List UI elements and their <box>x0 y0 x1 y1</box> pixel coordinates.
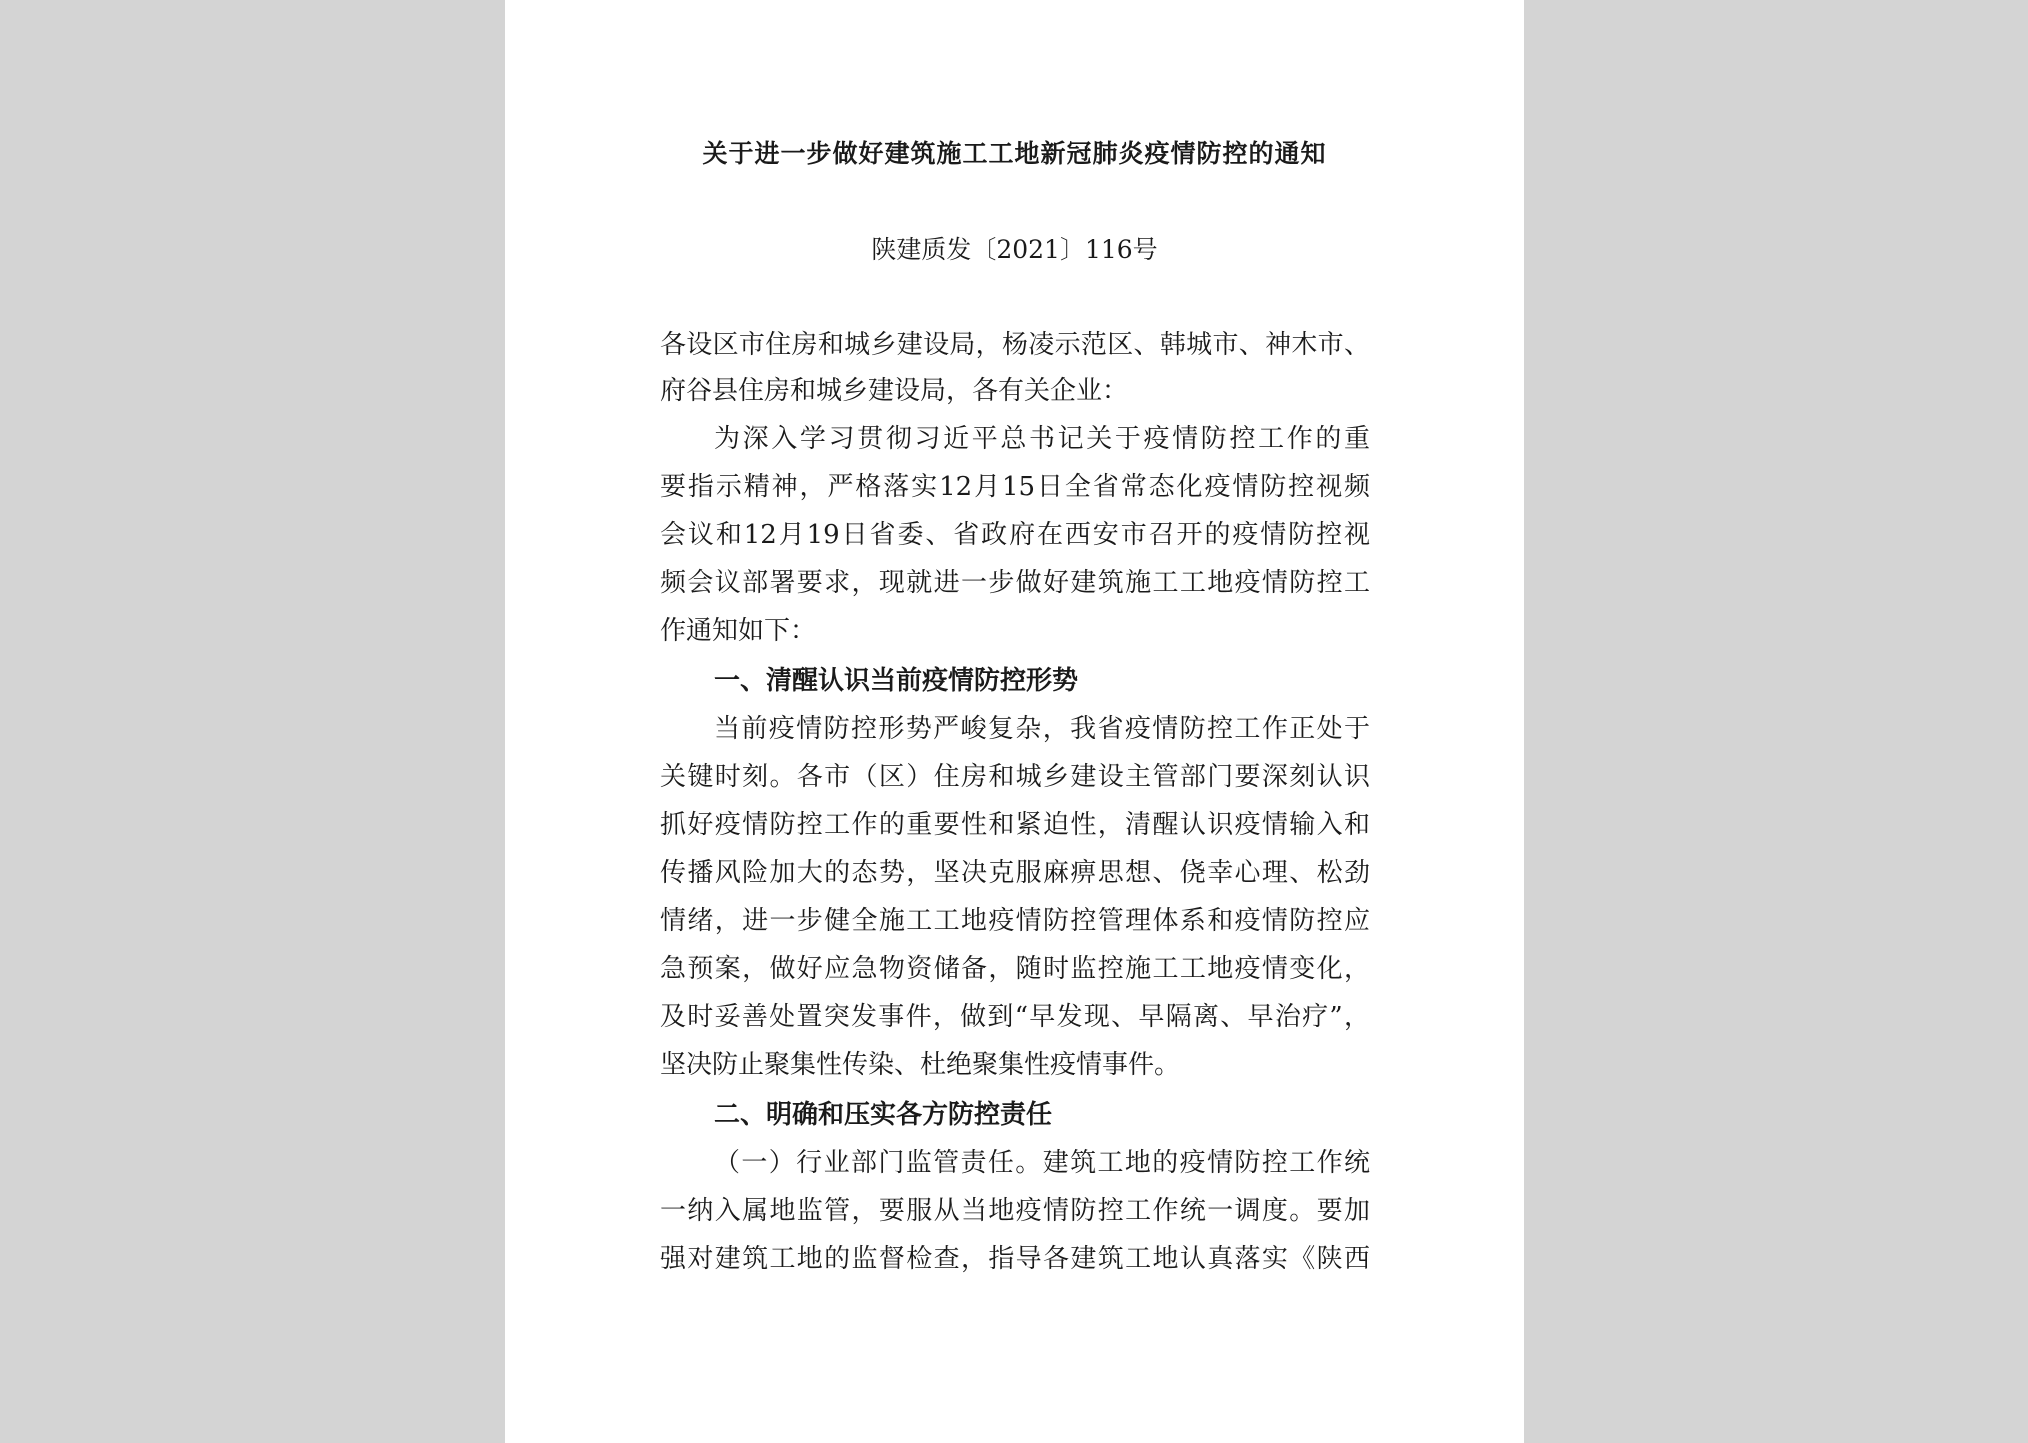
paragraph-line: （一）行业部门监管责任。建筑工地的疫情防控工作统 <box>714 1148 1370 1178</box>
document-title: 关于进一步做好建筑施工工地新冠肺炎疫情防控的通知 <box>702 139 1327 168</box>
paragraph-line: 急预案，做好应急物资储备，随时监控施工工地疫情变化， <box>660 954 1370 984</box>
paragraph-line: 一纳入属地监管，要服从当地疫情防控工作统一调度。要加 <box>660 1196 1370 1226</box>
addressee-line-1: 各设区市住房和城乡建设局，杨凌示范区、韩城市、神木市、 <box>660 330 1370 360</box>
document-page <box>505 0 1524 1443</box>
section-heading-2: 二、明确和压实各方防控责任 <box>714 1100 1053 1130</box>
paragraph-line: 抓好疫情防控工作的重要性和紧迫性，清醒认识疫情输入和 <box>660 810 1370 840</box>
document-number: 陕建质发〔2021〕116号 <box>871 235 1158 264</box>
paragraph-line: 关键时刻。各市（区）住房和城乡建设主管部门要深刻认识 <box>660 762 1370 792</box>
paragraph-line: 情绪，进一步健全施工工地疫情防控管理体系和疫情防控应 <box>660 906 1370 936</box>
paragraph-line: 传播风险加大的态势，坚决克服麻痹思想、侥幸心理、松劲 <box>660 858 1370 888</box>
paragraph-line: 当前疫情防控形势严峻复杂，我省疫情防控工作正处于 <box>714 714 1370 744</box>
paragraph-line: 坚决防止聚集性传染、杜绝聚集性疫情事件。 <box>660 1050 1181 1080</box>
paragraph-line: 强对建筑工地的监督检查，指导各建筑工地认真落实《陕西 <box>660 1244 1370 1274</box>
paragraph-line: 为深入学习贯彻习近平总书记关于疫情防控工作的重 <box>714 424 1370 454</box>
section-heading-1: 一、清醒认识当前疫情防控形势 <box>714 666 1079 696</box>
paragraph-line: 要指示精神，严格落实12月15日全省常态化疫情防控视频 <box>660 472 1370 502</box>
paragraph-line: 频会议部署要求，现就进一步做好建筑施工工地疫情防控工 <box>660 568 1370 598</box>
paragraph-line: 及时妥善处置突发事件，做到“早发现、早隔离、早治疗”， <box>660 1002 1370 1032</box>
paragraph-line: 会议和12月19日省委、省政府在西安市召开的疫情防控视 <box>660 520 1370 550</box>
paragraph-line: 作通知如下： <box>660 616 817 646</box>
addressee-line-2: 府谷县住房和城乡建设局，各有关企业： <box>660 376 1129 406</box>
